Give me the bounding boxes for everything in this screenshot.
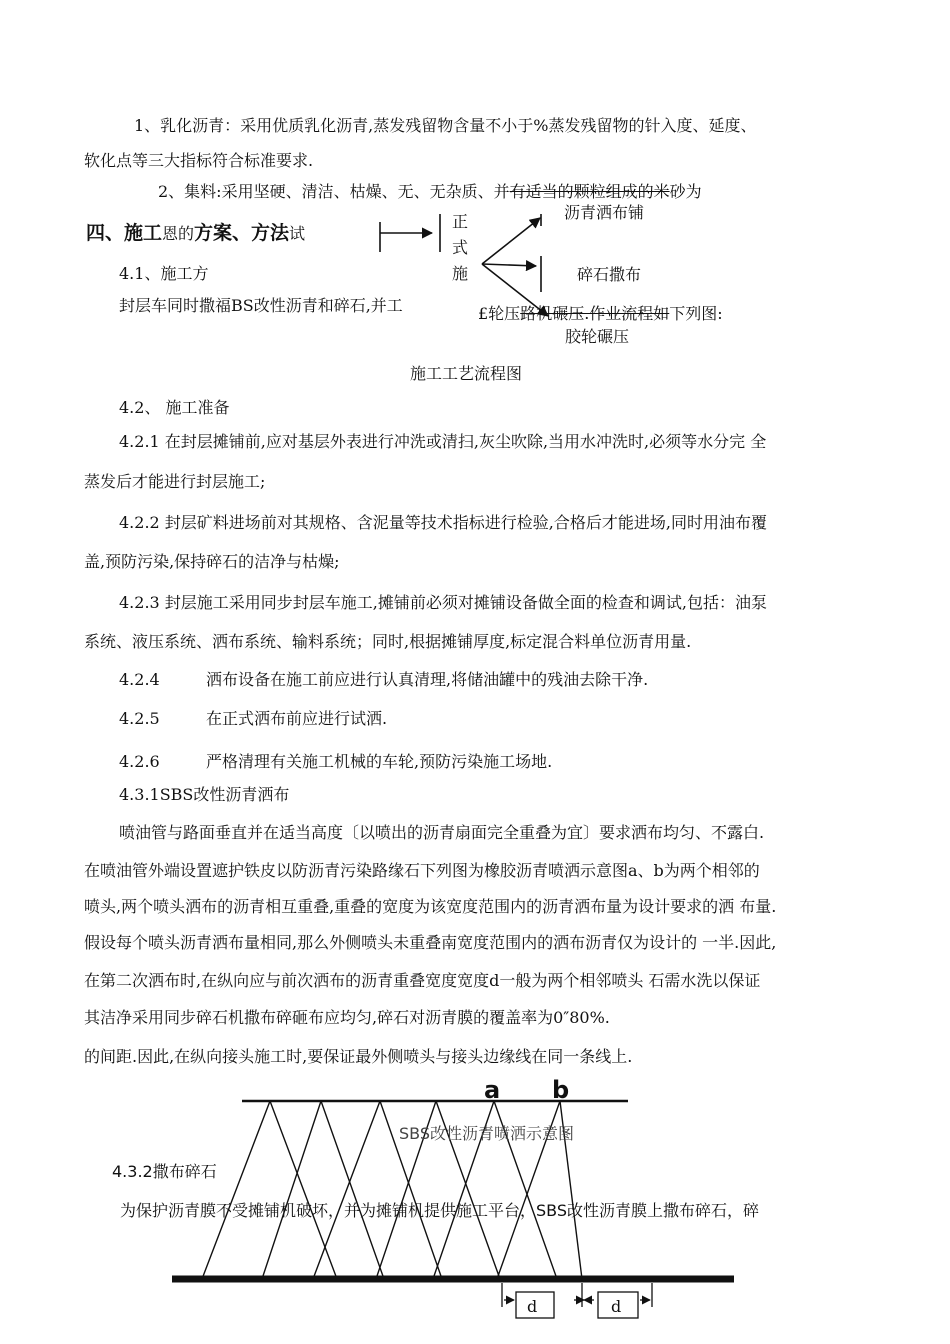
asphalt-line-1: 1、乳化沥青：采用优质乳化沥青,蒸发残留物含量不小于%蒸发残留物的针入度、延度、 (134, 116, 757, 135)
nozzle-label-a: a (484, 1076, 501, 1104)
flow-arrow-gravel (482, 264, 536, 266)
spray-line-6: 其洁净采用同步碎石机撒布碎砸布应均匀,碎石对沥青膜的覆盖率为0″80%. (84, 1008, 610, 1027)
flow-text-c: 下列图: (669, 304, 723, 323)
prep-425-number: 4.2.5 (119, 709, 160, 728)
spray-line-7: 的间距.因此,在纵向接头施工时,要保证最外侧喷头与接头边缘线在同一条线上. (84, 1047, 633, 1066)
prep-426-text: 严格清理有关施工机械的车轮,预防污染施工场地. (206, 752, 553, 771)
asphalt-line-2: 软化点等三大指标符合标准要求. (84, 151, 314, 170)
aggregate-text: 2、集料:采用坚硬、清洁、枯燥、无、无杂质、并 (158, 182, 510, 201)
prep-423-line-1: 4.2.3 封层施工采用同步封层车施工,摊铺前必须对摊铺设备做全面的检查和调试,包括：油泵 (119, 593, 767, 612)
flow-chart-connectors (380, 214, 548, 316)
prep-424-number: 4.2.4 (119, 670, 160, 689)
aggregate-suffix: 砂为 (669, 182, 702, 201)
flow-start-char-1: 正 (452, 212, 469, 231)
overlap-label-d-2: d (611, 1297, 622, 1316)
nozzle-label-b: b (552, 1076, 570, 1104)
gravel-text-tail: 改性沥青膜上撒布碎石，碎 (567, 1201, 760, 1220)
flow-arrow-roll (482, 264, 548, 316)
flow-step-gravel: 碎石撒布 (577, 265, 642, 284)
method-title: 4.1、施工方 (119, 264, 209, 283)
flow-step-spray: 沥青洒布铺 (564, 203, 645, 222)
prep-422-line-2: 盖,预防污染,保持碎石的洁净与枯燥; (84, 552, 340, 571)
flow-text-b: 路机碾压.作业流程如 (520, 304, 670, 323)
flow-start-char-2: 式 (452, 238, 469, 257)
spray-line-4: 假设每个喷头沥青洒布量相同,那么外侧喷头未重叠南宽度范围内的洒布沥青仅为设计的 一半.因此, (84, 933, 777, 952)
prep-425-text: 在正式洒布前应进行试洒. (206, 709, 388, 728)
spray-line-3: 喷头,两个喷头洒布的沥青相互重叠,重叠的宽度为该宽度范围内的沥青洒布量为设计要求的洒 布量. (84, 897, 777, 916)
prep-title: 4.2、 施工准备 (119, 398, 230, 417)
prep-422-line-1: 4.2.2 封层矿料进场前对其规格、含泥量等技术指标进行检验,合格后才能进场,同时用油布覆 (119, 513, 767, 532)
gravel-text-main: 为保护沥青膜不受摊铺机破坏，并为摊铺机提供施工平台， (120, 1201, 537, 1220)
flow-start-char-3: 施 (452, 264, 469, 283)
spray-line-5: 在第二次洒布时,在纵向应与前次洒布的沥青重叠宽度宽度d一般为两个相邻喷头 石需水洗以保证 (84, 971, 761, 990)
heading-part-b: 恩的 (162, 224, 195, 243)
spray-fan-1 (202, 1101, 337, 1279)
aggregate-struck-text: 有适当的颗粒组成的米 (509, 182, 670, 201)
overlap-dimensions (502, 1283, 652, 1318)
flow-caption: 施工工艺流程图 (410, 364, 523, 383)
heading-part-c: 方案、方法 (194, 222, 290, 244)
spray-title: 4.3.1SBS改性沥青洒布 (119, 785, 290, 804)
spray-line-2: 在喷油管外端设置遮护铁皮以防沥青污染路缘石下列图为橡胶沥青喷洒示意图a、b为两个相邻的 (84, 861, 760, 880)
flow-arrow-spray (482, 218, 540, 264)
heading-part-a: 四、施工 (86, 222, 163, 244)
prep-426-number: 4.2.6 (119, 752, 160, 771)
heading-part-d: 试 (289, 224, 306, 243)
flow-step-roll: 胶轮碾压 (565, 327, 630, 346)
overlap-label-d-1: d (527, 1297, 538, 1316)
spray-line-1: 喷油管与路面垂直并在适当高度〔以喷出的沥青扇面完全重叠为宜〕要求洒布均匀、不露白. (119, 823, 765, 842)
method-text: 封层车同时撒福BS改性沥青和碎石,并工 (119, 296, 403, 315)
flow-text-a: £轮压 (478, 304, 521, 323)
prep-424-text: 洒布设备在施工前应进行认真清理,将储油罐中的残油去除干净. (206, 670, 649, 689)
spray-diagram-caption: SBS改性沥青喷洒示意图 (399, 1124, 575, 1143)
prep-423-line-2: 系统、液压系统、洒布系统、输料系统；同时,根据摊铺厚度,标定混合料单位沥青用量. (84, 632, 692, 651)
gravel-text (120, 1201, 759, 1221)
gravel-title: 4.3.2撒布碎石 (112, 1162, 217, 1181)
gravel-text-sbs: SBS (536, 1201, 568, 1220)
prep-421-line-1: 4.2.1 在封层摊铺前,应对基层外表进行冲洗或清扫,灰尘吹除,当用水冲洗时,必须等水分完 全 (119, 432, 767, 451)
prep-421-line-2: 蒸发后才能进行封层施工; (84, 472, 266, 491)
